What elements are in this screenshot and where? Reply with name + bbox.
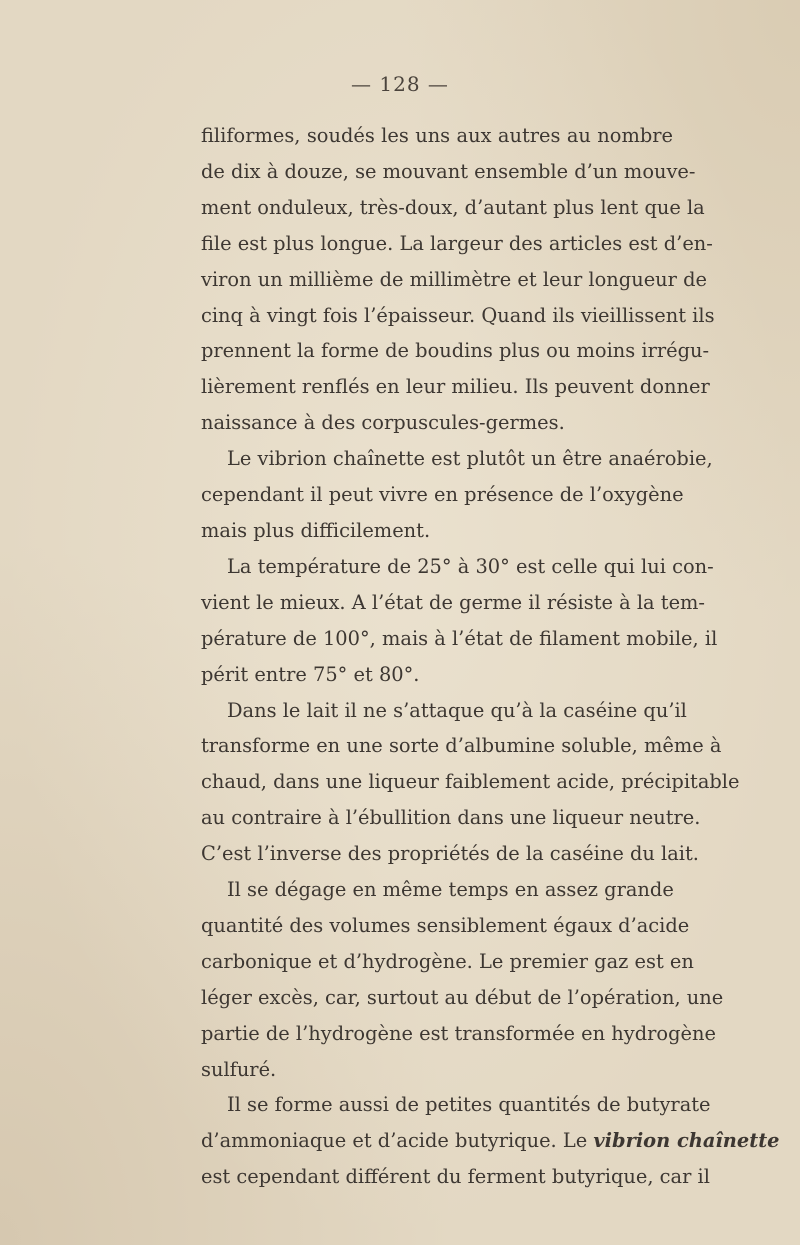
text-line: Dans le lait il ne s’attaque qu’à la caséine qu’il: [227, 698, 687, 722]
text-line: cependant il peut vivre en présence de l’oxygène: [201, 483, 684, 507]
text-line: file est plus longue. La largeur des articles est d’en-: [201, 231, 713, 255]
text-line: au contraire à l’ébullition dans une liqueur neutre.: [201, 806, 701, 830]
text-line: transforme en une sorte d’albumine soluble, même à: [201, 734, 722, 758]
text-line: lièrement renflés en leur milieu. Ils peuvent donner: [201, 375, 710, 399]
text-line: [201, 1123, 780, 1159]
text-line: prennent la forme de boudins plus ou moins irrégu-: [201, 339, 710, 363]
text-line: Le vibrion chaînette est plutôt un être anaérobie,: [227, 447, 713, 471]
text-fragment: d’ammoniaque et d’acide butyrique. Le: [201, 1129, 588, 1153]
italic-term: vibrion chaînette: [593, 1129, 780, 1153]
text-line: naissance à des corpuscules-germes.: [201, 411, 565, 435]
text-line: léger excès, car, surtout au début de l’opération, une: [201, 985, 724, 1009]
body-text: [201, 118, 780, 1195]
text-line: cinq à vingt fois l’épaisseur. Quand ils vieillissent ils: [201, 303, 715, 327]
text-line: carbonique et d’hydrogène. Le premier gaz est en: [201, 949, 694, 973]
text-line: partie de l’hydrogène est transformée en hydrogène: [201, 1021, 716, 1045]
page-number: — 128 —: [351, 72, 449, 96]
text-line: mais plus difficilement.: [201, 518, 431, 542]
text-line: chaud, dans une liqueur faiblement acide, précipitable: [201, 770, 740, 794]
text-line: sulfuré.: [201, 1057, 277, 1081]
text-line: pérature de 100°, mais à l’état de filament mobile, il: [201, 626, 718, 650]
text-line: filiformes, soudés les uns aux autres au nombre: [201, 124, 673, 147]
text-line: La température de 25° à 30° est celle qui lui con-: [227, 554, 714, 578]
text-line: périt entre 75° et 80°.: [201, 662, 420, 686]
text-line: Il se forme aussi de petites quantités de butyrate: [227, 1093, 711, 1117]
text-line: viron un millième de millimètre et leur longueur de: [201, 267, 707, 291]
text-line: Il se dégage en même temps en assez grande: [227, 878, 674, 902]
text-line: ment onduleux, très-doux, d’autant plus lent que la: [201, 195, 705, 219]
text-line: vient le mieux. A l’état de germe il résiste à la tem-: [201, 590, 705, 614]
text-line: quantité des volumes sensiblement égaux d’acide: [201, 913, 690, 937]
text-line: de dix à douze, se mouvant ensemble d’un mouve-: [201, 159, 696, 183]
text-line: C’est l’inverse des propriétés de la caséine du lait.: [201, 842, 699, 866]
text-line: est cependant différent du ferment butyrique, car il: [201, 1165, 710, 1189]
